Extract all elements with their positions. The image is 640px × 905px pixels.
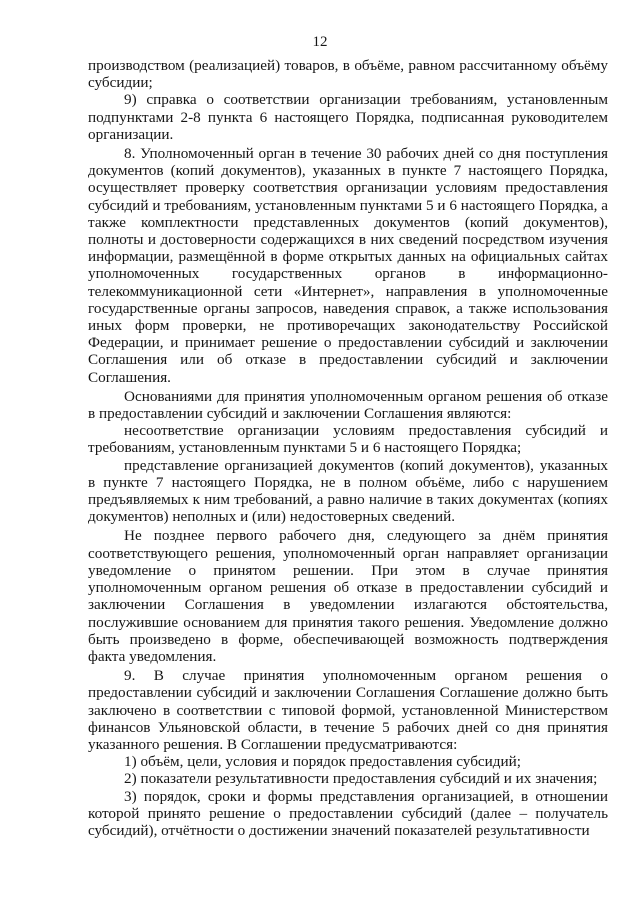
paragraph-agreement-item-3: 3) порядок, сроки и формы представления организацией, в отношении которой принято решение о предоставлении субсидий (далее – получатель субсидий), отчётности о достижении значений показателей результативности	[88, 787, 608, 839]
paragraph-continuation: производством (реализацией) товаров, в объёме, равном рассчитанному объёму субсидии;	[88, 57, 608, 92]
paragraph-item-9-certificate: 9) справка о соответствии организации требованиям, установленным подпунктами 2-8 пункта 6 настоящего Порядка, подписанная руководителем организации.	[88, 91, 608, 143]
document-body	[88, 57, 608, 839]
page-number: 12	[312, 34, 328, 50]
paragraph-notification: Не позднее первого рабочего дня, следующего за днём принятия соответствующего решения, уполномоченный орган направляет организации уведомление о принятом решении. При этом в случае принятия уполномоченным органом решения об отказе в предоставлении субсидий и заключении Соглашения в уведомлении излагаются обстоятельства, послужившие основанием для принятия такого решения. Уведомление должно быть произведено в форме, обеспечивающей возможность подтверждения факта уведомления.	[88, 527, 608, 665]
paragraph-ground-documents: представление организацией документов (копий документов), указанных в пункте 7 настоящего Порядка, не в полном объёме, либо с нарушением предъявляемых к ним требований, а равно наличие в таких документах (копиях документов) неполных и (или) недостоверных сведений.	[88, 456, 608, 526]
paragraph-clause-9: 9. В случае принятия уполномоченным органом решения о предоставлении субсидий и заключении Соглашения Соглашение должно быть заключено в соответствии с типовой формой, установленной Министерством финансов Ульяновской области, в течение 5 рабочих дней со дня принятия указанного решения. В Соглашении предусматриваются:	[88, 667, 608, 753]
paragraph-refusal-grounds: Основаниями для принятия уполномоченным органом решения об отказе в предоставлении субсидий и заключении Соглашения являются:	[88, 387, 608, 423]
paragraph-clause-8: 8. Уполномоченный орган в течение 30 рабочих дней со дня поступления документов (копий документов), указанных в пункте 7 настоящего Порядка, осуществляет проверку соответствия организации условиям предоставления субсидий и требованиям, установленным пунктами 5 и 6 настоящего Порядка, а также комплектности представленных документов (копий документов), полноты и достоверности содержащихся в них сведений посредством изучения информации, размещённой в форме открытых данных на официальных сайтах уполномоченных государственных органов в информационно-телекоммуникационной сети «Интернет», направления в уполномоченные государственные органы запросов, наведения справок, а также использования иных форм проверки, не противоречащих законодательству Российской Федерации, и принимает решение о предоставлении субсидий и заключении Соглашения или об отказе в предоставлении субсидий и заключении Соглашения.	[88, 145, 608, 386]
paragraph-agreement-item-1: 1) объём, цели, условия и порядок предоставления субсидий;	[124, 753, 521, 771]
paragraph-agreement-item-2: 2) показатели результативности предоставления субсидий и их значения;	[124, 770, 598, 788]
paragraph-ground-noncompliance: несоответствие организации условиям предоставления субсидий и требованиям, установленным пунктами 5 и 6 настоящего Порядка;	[88, 422, 608, 457]
